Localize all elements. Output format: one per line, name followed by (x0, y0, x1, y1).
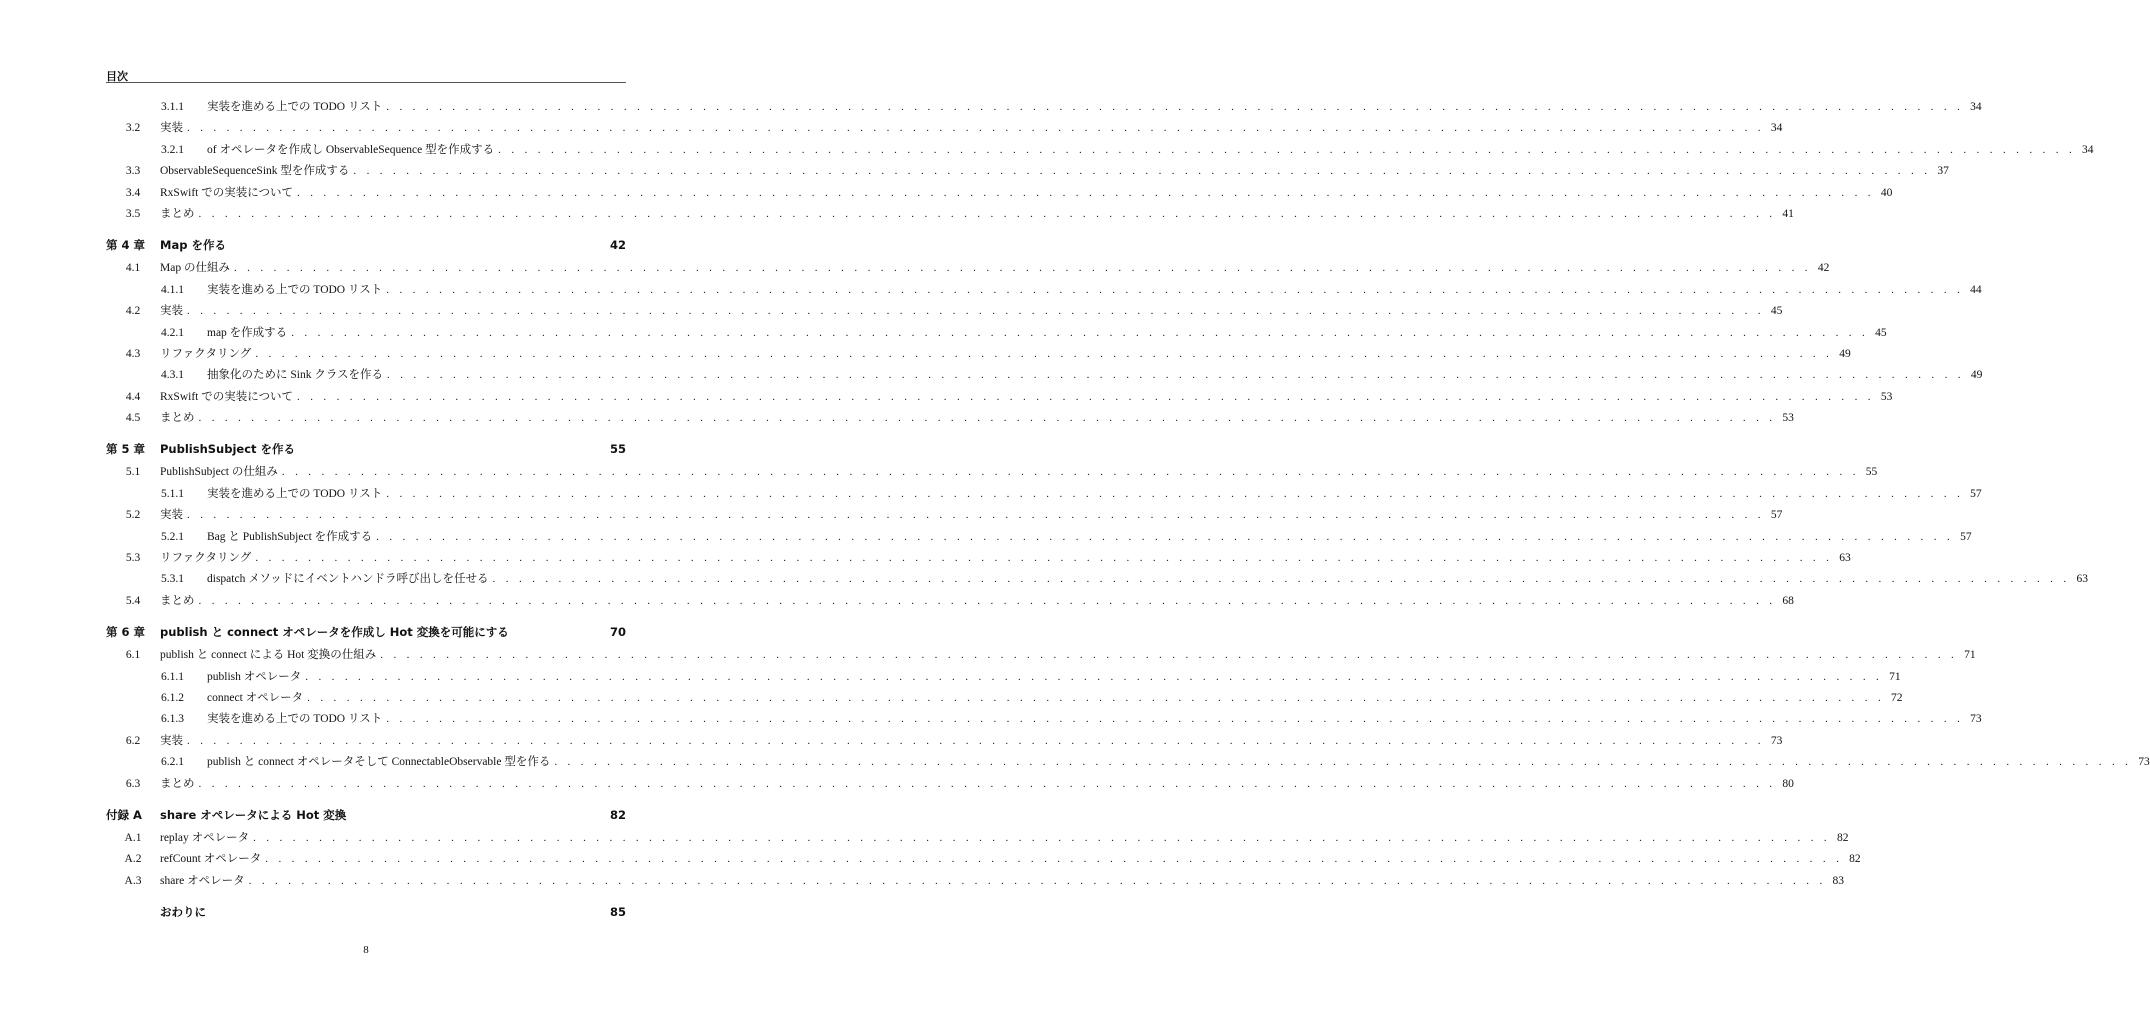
toc-section-entry[interactable] (106, 646, 1976, 667)
toc-section-entry[interactable] (106, 409, 1794, 430)
toc-subsection-entry[interactable] (106, 528, 1972, 549)
toc-section-entry[interactable] (106, 829, 1849, 850)
entry-number-cell (106, 713, 201, 725)
entry-number-cell (106, 284, 201, 296)
entry-title: 実装 (160, 509, 183, 522)
section-number: 6.1 (125, 649, 141, 662)
dot-leader: . . . . . . . . . . . . . . . . . . . . . . . . . . . . . . . . . . . . . . . . . . . . . . . . . . . . . . . . . . . . . . . . . . . . . . . . . . . . . . . . . . . . . . . . . . . . . . . . . . . . . . . . . . . . . . . . . . . . . . . . (386, 283, 1964, 296)
toc-chapter-entry[interactable] (106, 237, 626, 259)
chapter-title: おわりに (160, 905, 206, 920)
entry-page: 34 (2082, 143, 2094, 156)
toc-subsection-entry[interactable] (106, 570, 2088, 591)
subsection-number: 5.3.1 (161, 573, 184, 586)
chapter-page: 42 (609, 238, 626, 253)
section-number: 6.3 (125, 777, 141, 790)
dot-leader: . . . . . . . . . . . . . . . . . . . . . . . . . . . . . . . . . . . . . . . . . . . . . . . . . . . . . . . . . . . . . . . . . . . . . . . . . . . . . . . . . . . . . . . . . . . . . . . . . . . . . . . . . . . . . . . . . . . . . . . . (305, 670, 1883, 683)
entry-title: まとめ (160, 207, 195, 220)
chapter-title: Map を作る (160, 238, 226, 253)
entry-page: 83 (1832, 874, 1845, 887)
entry-title: RxSwift での実装について (160, 186, 293, 199)
toc-chapter-entry[interactable] (106, 904, 626, 926)
entry-title: 実装を進める上での TODO リスト (207, 101, 383, 113)
entry-page: 49 (1839, 347, 1851, 360)
toc-subsection-entry[interactable] (106, 710, 1982, 731)
entry-page: 57 (1770, 509, 1783, 522)
entry-title: 実装 (160, 122, 183, 135)
chapter-page: 70 (609, 625, 626, 640)
entry-page: 55 (1865, 466, 1878, 479)
subsection-number: 3.1.1 (161, 101, 184, 113)
section-number: 4.5 (125, 412, 141, 425)
subsection-number: 6.2.1 (161, 756, 184, 769)
toc-subsection-entry[interactable] (106, 366, 1983, 387)
entry-number-cell (106, 488, 201, 500)
section-number: 3.3 (125, 165, 141, 178)
dot-leader: . . . . . . . . . . . . . . . . . . . . . . . . . . . . . . . . . . . . . . . . . . . . . . . . . . . . . . . . . . . . . . . . . . . . . . . . . . . . . . . . . . . . . . . . . . . . . . . . . . . . . . . . . . . . . . . . . . . . . . . . (198, 594, 1776, 607)
chapter-title: PublishSubject を作る (160, 442, 296, 457)
header-title: 目次 (106, 70, 128, 83)
toc-section-entry[interactable] (106, 205, 1794, 226)
dot-leader: . . . . . . . . . . . . . . . . . . . . . . . . . . . . . . . . . . . . . . . . . . . . . . . . . . . . . . . . . . . . . . . . . . . . . . . . . . . . . . . . . . . . . . . . . . . . . . . . . . . . . . . . . . . . . . . . . . . . . . . . (376, 530, 1954, 543)
toc-subsection-entry[interactable] (106, 98, 1982, 119)
dot-leader: . . . . . . . . . . . . . . . . . . . . . . . . . . . . . . . . . . . . . . . . . . . . . . . . . . . . . . . . . . . . . . . . . . . . . . . . . . . . . . . . . . . . . . . . . . . . . . . . . . . . . . . . . . . . . . . . . . . . . . . . (187, 305, 1765, 318)
dot-leader: . . . . . . . . . . . . . . . . . . . . . . . . . . . . . . . . . . . . . . . . . . . . . . . . . . . . . . . . . . . . . . . . . . . . . . . . . . . . . . . . . . . . . . . . . . . . . . . . . . . . . . . . . . . . . . . . . . . . . . . . (198, 777, 1776, 790)
section-number: 4.4 (125, 390, 141, 403)
entry-page: 72 (1891, 691, 1903, 704)
entry-title: share オペレータ (160, 874, 245, 887)
toc-section-entry[interactable] (106, 872, 1845, 893)
entry-page: 73 (1970, 713, 1982, 726)
dot-leader: . . . . . . . . . . . . . . . . . . . . . . . . . . . . . . . . . . . . . . . . . . . . . . . . . . . . . . . . . . . . . . . . . . . . . . . . . . . . . . . . . . . . . . . . . . . . . . . . . . . . . . . . . . . . . . . . . . . . . . . . (253, 831, 1831, 844)
dot-leader: . . . . . . . . . . . . . . . . . . . . . . . . . . . . . . . . . . . . . . . . . . . . . . . . . . . . . . . . . . . . . . . . . . . . . . . . . . . . . . . . . . . . . . . . . . . . . . . . . . . . . . . . . . . . . . . . . . . . . . . . (492, 573, 2070, 586)
chapter-page: 82 (609, 807, 626, 822)
chapter-number: 付録 A (106, 807, 142, 822)
entry-page: 45 (1875, 326, 1887, 339)
entry-title: publish と connect による Hot 変換の仕組み (160, 649, 377, 662)
entry-title: ObservableSequenceSink 型を作成する (160, 165, 350, 178)
subsection-number: 5.2.1 (161, 530, 184, 543)
dot-leader: . . . . . . . . . . . . . . . . . . . . . . . . . . . . . . . . . . . . . . . . . . . . . . . . . . . . . . . . . . . . . . . . . . . . . . . . . . . . . . . . . . . . . . . . . . . . . . . . . . . . . . . . . . . . . . . . . . . . . . . . (554, 756, 2132, 769)
toc-subsection-entry[interactable] (106, 485, 1982, 506)
toc-section-entry[interactable] (106, 162, 1949, 183)
dot-leader: . . . . . . . . . . . . . . . . . . . . . . . . . . . . . . . . . . . . . . . . . . . . . . . . . . . . . . . . . . . . . . . . . . . . . . . . . . . . . . . . . . . . . . . . . . . . . . . . . . . . . . . . . . . . . . . . . . . . . . . . (255, 347, 1833, 360)
entry-page: 44 (1970, 283, 1982, 296)
entry-title: まとめ (160, 594, 195, 607)
entry-title: publish と connect オペレータそして ConnectableObservable 型を作る (207, 756, 551, 769)
entry-page: 73 (2138, 756, 2150, 769)
entry-page: 63 (1839, 552, 1851, 565)
dot-leader: . . . . . . . . . . . . . . . . . . . . . . . . . . . . . . . . . . . . . . . . . . . . . . . . . . . . . . . . . . . . . . . . . . . . . . . . . . . . . . . . . . . . . . . . . . . . . . . . . . . . . . . . . . . . . . . . . . . . . . . . (297, 186, 1875, 199)
toc-chapter-entry[interactable] (106, 441, 626, 463)
entry-page: 82 (1849, 853, 1861, 866)
entry-title: 実装を進める上での TODO リスト (207, 283, 383, 296)
entry-page: 68 (1782, 594, 1794, 607)
dot-leader: . . . . . . . . . . . . . . . . . . . . . . . . . . . . . . . . . . . . . . . . . . . . . . . . . . . . . . . . . . . . . . . . . . . . . . . . . . . . . . . . . . . . . . . . . . . . . . . . . . . . . . . . . . . . . . . . . . . . . . . . (265, 853, 1843, 866)
dot-leader: . . . . . . . . . . . . . . . . . . . . . . . . . . . . . . . . . . . . . . . . . . . . . . . . . . . . . . . . . . . . . . . . . . . . . . . . . . . . . . . . . . . . . . . . . . . . . . . . . . . . . . . . . . . . . . . . . . . . . . . . (307, 691, 1885, 704)
section-number: 3.5 (125, 207, 141, 220)
subsection-number: 6.1.3 (161, 713, 184, 726)
entry-title: まとめ (160, 412, 195, 425)
entry-title: 抽象化のために Sink クラスを作る (207, 369, 383, 382)
entry-title: dispatch メソッドにイベントハンドラ呼び出しを任せる (207, 573, 489, 586)
chapter-number: 第 6 章 (106, 625, 146, 640)
section-number: 5.3 (125, 552, 141, 565)
entry-number-cell (106, 692, 201, 704)
dot-leader: . . . . . . . . . . . . . . . . . . . . . . . . . . . . . . . . . . . . . . . . . . . . . . . . . . . . . . . . . . . . . . . . . . . . . . . . . . . . . . . . . . . . . . . . . . . . . . . . . . . . . . . . . . . . . . . . . . . . . . . . (386, 101, 1964, 113)
entry-page: 49 (1970, 369, 1983, 382)
entry-page: 53 (1782, 412, 1794, 425)
section-number: 5.4 (125, 594, 141, 607)
toc-subsection-entry[interactable] (106, 281, 1982, 302)
chapter-title: share オペレータによる Hot 変換 (160, 807, 347, 822)
toc-section-entry[interactable] (106, 506, 1783, 527)
entry-title: map を作成する (207, 326, 288, 339)
subsection-number: 5.1.1 (161, 487, 184, 500)
entry-title: connect オペレータ (207, 691, 304, 704)
entry-title: replay オペレータ (160, 831, 250, 844)
dot-leader: . . . . . . . . . . . . . . . . . . . . . . . . . . . . . . . . . . . . . . . . . . . . . . . . . . . . . . . . . . . . . . . . . . . . . . . . . . . . . . . . . . . . . . . . . . . . . . . . . . . . . . . . . . . . . . . . . . . . . . . . (248, 874, 1827, 887)
entry-page: 82 (1837, 831, 1849, 844)
dot-leader: . . . . . . . . . . . . . . . . . . . . . . . . . . . . . . . . . . . . . . . . . . . . . . . . . . . . . . . . . . . . . . . . . . . . . . . . . . . . . . . . . . . . . . . . . . . . . . . . . . . . . . . . . . . . . . . . . . . . . . . . (187, 509, 1765, 522)
table-of-contents (106, 98, 2150, 926)
entry-page: 34 (1970, 101, 1982, 113)
chapter-page: 85 (609, 905, 626, 920)
subsection-number: 3.2.1 (161, 143, 184, 156)
entry-page: 53 (1880, 390, 1893, 403)
entry-page: 63 (2076, 573, 2088, 586)
toc-section-entry[interactable] (106, 388, 1893, 409)
dot-leader: . . . . . . . . . . . . . . . . . . . . . . . . . . . . . . . . . . . . . . . . . . . . . . . . . . . . . . . . . . . . . . . . . . . . . . . . . . . . . . . . . . . . . . . . . . . . . . . . . . . . . . . . . . . . . . . . . . . . . . . . (297, 390, 1875, 403)
toc-subsection-entry[interactable] (106, 668, 1901, 689)
chapter-number: 第 5 章 (106, 442, 146, 457)
dot-leader: . . . . . . . . . . . . . . . . . . . . . . . . . . . . . . . . . . . . . . . . . . . . . . . . . . . . . . . . . . . . . . . . . . . . . . . . . . . . . . . . . . . . . . . . . . . . . . . . . . . . . . . . . . . . . . . . . . . . . . . . (386, 487, 1964, 500)
entry-page: 80 (1782, 777, 1794, 790)
entry-page: 73 (1770, 734, 1783, 747)
section-number: 4.3 (125, 347, 141, 360)
section-number: 4.2 (125, 305, 141, 318)
entry-page: 40 (1880, 186, 1893, 199)
entry-number-cell (106, 531, 201, 543)
toc-section-entry[interactable] (106, 732, 1783, 753)
section-number: A.1 (124, 831, 142, 844)
section-number: 6.2 (125, 734, 141, 747)
dot-leader: . . . . . . . . . . . . . . . . . . . . . . . . . . . . . . . . . . . . . . . . . . . . . . . . . . . . . . . . . . . . . . . . . . . . . . . . . . . . . . . . . . . . . . . . . . . . . . . . . . . . . . . . . . . . . . . . . . . . . . . . (380, 649, 1958, 662)
section-number: A.3 (124, 874, 142, 887)
entry-title: 実装 (160, 734, 183, 747)
dot-leader: . . . . . . . . . . . . . . . . . . . . . . . . . . . . . . . . . . . . . . . . . . . . . . . . . . . . . . . . . . . . . . . . . . . . . . . . . . . . . . . . . . . . . . . . . . . . . . . . . . . . . . . . . . . . . . . . . . . . . . . . (187, 734, 1765, 747)
entry-title: 実装を進める上での TODO リスト (207, 713, 383, 726)
entry-page: 71 (1964, 649, 1976, 662)
section-number: A.2 (124, 853, 142, 866)
entry-title: publish オペレータ (207, 670, 302, 683)
dot-leader: . . . . . . . . . . . . . . . . . . . . . . . . . . . . . . . . . . . . . . . . . . . . . . . . . . . . . . . . . . . . . . . . . . . . . . . . . . . . . . . . . . . . . . . . . . . . . . . . . . . . . . . . . . . . . . . . . . . . . . . . (255, 552, 1833, 565)
entry-page: 41 (1782, 207, 1794, 220)
toc-section-entry[interactable] (106, 259, 1830, 280)
section-number: 5.2 (125, 509, 141, 522)
toc-subsection-entry[interactable] (106, 141, 2094, 162)
entry-page: 57 (1970, 487, 1982, 500)
entry-page: 42 (1817, 262, 1830, 275)
toc-section-entry[interactable] (106, 345, 1851, 366)
subsection-number: 4.3.1 (161, 369, 184, 382)
dot-leader: . . . . . . . . . . . . . . . . . . . . . . . . . . . . . . . . . . . . . . . . . . . . . . . . . . . . . . . . . . . . . . . . . . . . . . . . . . . . . . . . . . . . . . . . . . . . . . . . . . . . . . . . . . . . . . . . . . . . . . . . (198, 412, 1776, 425)
entry-page: 71 (1889, 670, 1901, 683)
entry-number-cell (106, 327, 201, 339)
entry-number-cell (106, 756, 201, 768)
entry-title: of オペレータを作成し ObservableSequence 型を作成する (207, 143, 495, 156)
chapter-number: 第 4 章 (106, 238, 146, 253)
section-number: 4.1 (125, 262, 141, 275)
toc-section-entry[interactable] (106, 119, 1783, 140)
toc-section-entry[interactable] (106, 184, 1893, 205)
chapter-page: 55 (609, 442, 626, 457)
entry-title: 実装を進める上での TODO リスト (207, 487, 383, 500)
entry-page: 37 (1937, 165, 1949, 178)
dot-leader: . . . . . . . . . . . . . . . . . . . . . . . . . . . . . . . . . . . . . . . . . . . . . . . . . . . . . . . . . . . . . . . . . . . . . . . . . . . . . . . . . . . . . . . . . . . . . . . . . . . . . . . . . . . . . . . . . . . . . . . . (198, 207, 1776, 220)
toc-subsection-entry[interactable] (106, 753, 2150, 774)
toc-chapter-entry[interactable] (106, 807, 626, 829)
dot-leader: . . . . . . . . . . . . . . . . . . . . . . . . . . . . . . . . . . . . . . . . . . . . . . . . . . . . . . . . . . . . . . . . . . . . . . . . . . . . . . . . . . . . . . . . . . . . . . . . . . . . . . . . . . . . . . . . . . . . . . . . (498, 143, 2076, 156)
subsection-number: 6.1.1 (161, 670, 184, 683)
section-number: 3.4 (125, 186, 141, 199)
entry-number-cell (106, 144, 201, 156)
dot-leader: . . . . . . . . . . . . . . . . . . . . . . . . . . . . . . . . . . . . . . . . . . . . . . . . . . . . . . . . . . . . . . . . . . . . . . . . . . . . . . . . . . . . . . . . . . . . . . . . . . . . . . . . . . . . . . . . . . . . . . . . (353, 165, 1931, 178)
entry-title: リファクタリング (160, 552, 252, 565)
running-header (106, 66, 626, 83)
subsection-number: 4.1.1 (161, 283, 184, 296)
dot-leader: . . . . . . . . . . . . . . . . . . . . . . . . . . . . . . . . . . . . . . . . . . . . . . . . . . . . . . . . . . . . . . . . . . . . . . . . . . . . . . . . . . . . . . . . . . . . . . . . . . . . . . . . . . . . . . . . . . . . . . . . (291, 326, 1869, 339)
entry-title: PublishSubject の仕組み (160, 466, 278, 479)
entry-title: まとめ (160, 777, 195, 790)
toc-section-entry[interactable] (106, 850, 1861, 871)
toc-section-entry[interactable] (106, 775, 1794, 796)
section-number: 5.1 (125, 466, 141, 479)
toc-chapter-entry[interactable] (106, 624, 626, 646)
toc-section-entry[interactable] (106, 302, 1783, 323)
entry-number-cell (106, 671, 201, 683)
dot-leader: . . . . . . . . . . . . . . . . . . . . . . . . . . . . . . . . . . . . . . . . . . . . . . . . . . . . . . . . . . . . . . . . . . . . . . . . . . . . . . . . . . . . . . . . . . . . . . . . . . . . . . . . . . . . . . . . . . . . . . . . (387, 369, 1965, 382)
subsection-number: 4.2.1 (161, 326, 184, 339)
toc-section-entry[interactable] (106, 549, 1851, 570)
dot-leader: . . . . . . . . . . . . . . . . . . . . . . . . . . . . . . . . . . . . . . . . . . . . . . . . . . . . . . . . . . . . . . . . . . . . . . . . . . . . . . . . . . . . . . . . . . . . . . . . . . . . . . . . . . . . . . . . . . . . . . . . (187, 122, 1765, 135)
entry-title: Map の仕組み (160, 262, 230, 275)
toc-section-entry[interactable] (106, 463, 1878, 484)
entry-number-cell (106, 369, 201, 381)
entry-number-cell (106, 573, 201, 585)
dot-leader: . . . . . . . . . . . . . . . . . . . . . . . . . . . . . . . . . . . . . . . . . . . . . . . . . . . . . . . . . . . . . . . . . . . . . . . . . . . . . . . . . . . . . . . . . . . . . . . . . . . . . . . . . . . . . . . . . . . . . . . . (386, 713, 1964, 726)
entry-title: 実装 (160, 305, 183, 318)
entry-title: RxSwift での実装について (160, 390, 293, 403)
toc-subsection-entry[interactable] (106, 689, 1903, 710)
chapter-title: publish と connect オペレータを作成し Hot 変換を可能にする (160, 625, 509, 640)
toc-subsection-entry[interactable] (106, 324, 1887, 345)
entry-title: refCount オペレータ (160, 853, 262, 866)
entry-page: 45 (1770, 305, 1783, 318)
dot-leader: . . . . . . . . . . . . . . . . . . . . . . . . . . . . . . . . . . . . . . . . . . . . . . . . . . . . . . . . . . . . . . . . . . . . . . . . . . . . . . . . . . . . . . . . . . . . . . . . . . . . . . . . . . . . . . . . . . . . . . . . (281, 466, 1860, 479)
toc-section-entry[interactable] (106, 592, 1794, 613)
entry-title: Bag と PublishSubject を作成する (207, 530, 373, 543)
section-number: 3.2 (125, 122, 141, 135)
entry-title: リファクタリング (160, 347, 252, 360)
entry-number-cell (106, 101, 201, 113)
subsection-number: 6.1.2 (161, 691, 184, 704)
entry-page: 34 (1770, 122, 1783, 135)
page-number: 8 (363, 944, 369, 956)
dot-leader: . . . . . . . . . . . . . . . . . . . . . . . . . . . . . . . . . . . . . . . . . . . . . . . . . . . . . . . . . . . . . . . . . . . . . . . . . . . . . . . . . . . . . . . . . . . . . . . . . . . . . . . . . . . . . . . . . . . . . . . . (233, 262, 1812, 275)
entry-page: 57 (1960, 530, 1972, 543)
